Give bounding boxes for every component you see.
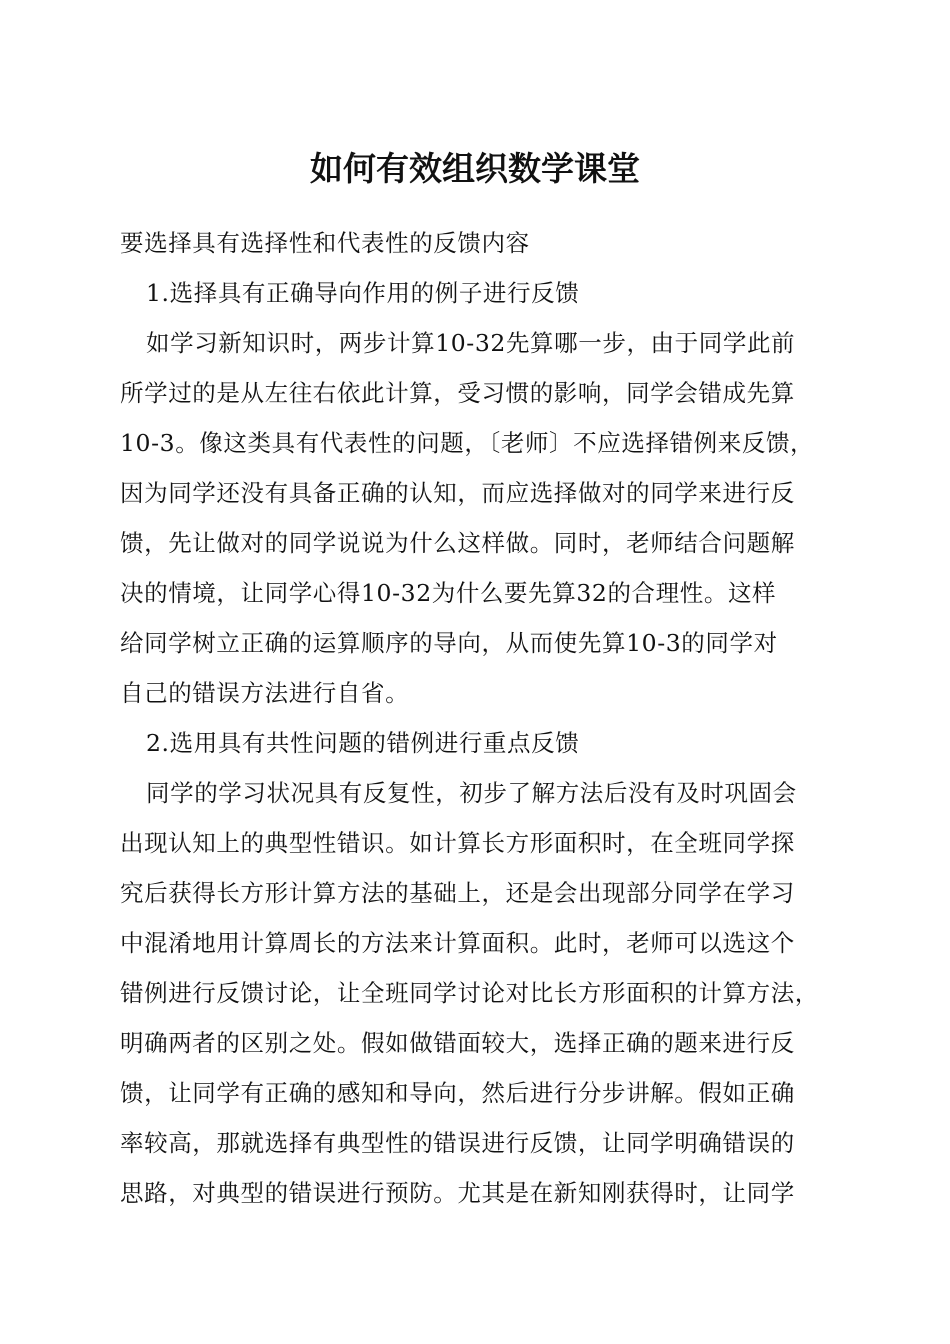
subsection-heading-2: 2.选用具有共性问题的错例进行重点反馈 (146, 729, 580, 757)
paragraph-line: 馈，让同学有正确的感知和导向，然后进行分步讲解。假如正确 (120, 1079, 795, 1107)
paragraph-line: 因为同学还没有具备正确的认知，而应选择做对的同学来进行反 (120, 479, 795, 507)
paragraph-line: 究后获得长方形计算方法的基础上，还是会出现部分同学在学习 (120, 879, 795, 907)
paragraph-line: 率较高，那就选择有典型性的错误进行反馈，让同学明确错误的 (120, 1129, 795, 1157)
paragraph-line: 如学习新知识时，两步计算10-32先算哪一步，由于同学此前 (146, 329, 796, 357)
paragraph-line: 给同学树立正确的运算顺序的导向，从而使先算10-3的同学对 (120, 629, 778, 657)
paragraph-line: 所学过的是从左往右依此计算，受习惯的影响，同学会错成先算 (120, 379, 795, 407)
paragraph-line: 同学的学习状况具有反复性，初步了解方法后没有及时巩固会 (146, 779, 797, 807)
paragraph-line: 自己的错误方法进行自省。 (120, 679, 410, 707)
paragraph-line: 10-3。像这类具有代表性的问题，〔老师〕不应选择错例来反馈， (120, 429, 815, 457)
paragraph-line: 明确两者的区别之处。假如做错面较大，选择正确的题来进行反 (120, 1029, 795, 1057)
paragraph-line: 思路，对典型的错误进行预防。尤其是在新知刚获得时，让同学 (120, 1179, 795, 1207)
paragraph-line: 决的情境，让同学心得10-32为什么要先算32的合理性。这样 (120, 579, 777, 607)
paragraph-line: 馈，先让做对的同学说说为什么这样做。同时，老师结合问题解 (120, 529, 795, 557)
section-heading: 要选择具有选择性和代表性的反馈内容 (120, 229, 530, 257)
paragraph-line: 出现认知上的典型性错识。如计算长方形面积时，在全班同学探 (120, 829, 795, 857)
paragraph-line: 错例进行反馈讨论，让全班同学讨论对比长方形面积的计算方法， (120, 979, 819, 1007)
document-title: 如何有效组织数学课堂 (310, 149, 640, 188)
subsection-heading-1: 1.选择具有正确导向作用的例子进行反馈 (146, 279, 580, 307)
paragraph-line: 中混淆地用计算周长的方法来计算面积。此时，老师可以选这个 (120, 929, 795, 957)
